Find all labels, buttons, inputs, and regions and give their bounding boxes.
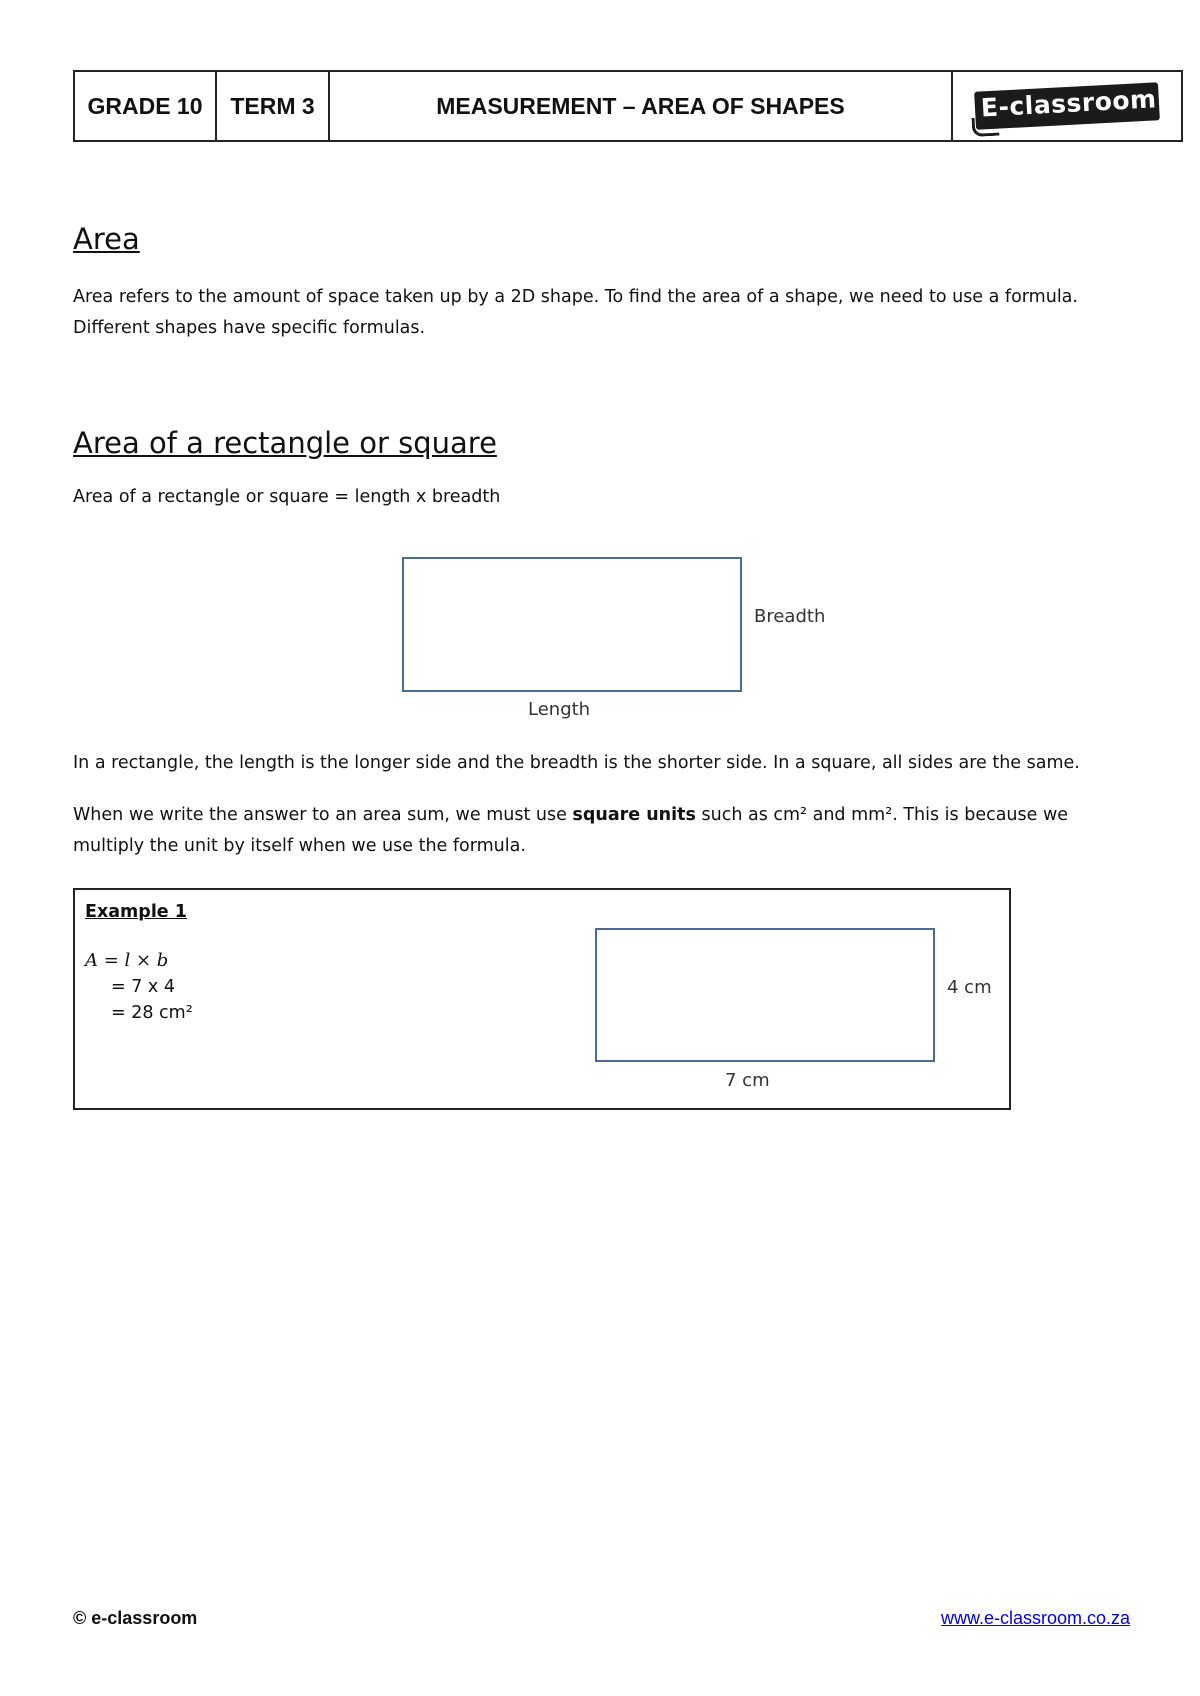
document-title: MEASUREMENT – AREA OF SHAPES: [330, 72, 953, 140]
area-paragraph-line-1: Area refers to the amount of space taken up by a 2D shape. To find the area of a shape, we need to use a formula.: [73, 287, 1078, 307]
example-label-side: 4 cm: [947, 977, 992, 998]
example-step-2: = 28 cm²: [111, 1003, 193, 1023]
example-label-bottom: 7 cm: [725, 1070, 770, 1091]
logo-text: E-classroom: [980, 84, 1158, 123]
footer-copyright: © e-classroom: [73, 1608, 198, 1628]
rectangle-diagram: [402, 557, 742, 692]
grade-cell: GRADE 10: [75, 72, 217, 140]
area-paragraph: [73, 282, 1173, 344]
example-title: Example 1: [85, 902, 187, 922]
rectangle-formula: Area of a rectangle or square = length x breadth: [73, 487, 501, 507]
term-cell: TERM 3: [217, 72, 330, 140]
heading-area: Area: [73, 222, 140, 256]
rectangle-paragraph-2: [73, 800, 1173, 862]
rectangle-paragraph-1: In a rectangle, the length is the longer side and the breadth is the shorter side. In a square, all sides are the same.: [73, 753, 1080, 773]
example-step-1: = 7 x 4: [111, 977, 175, 997]
area-paragraph-line-2: Different shapes have specific formulas.: [73, 318, 426, 338]
example-box: [73, 888, 1011, 1110]
label-length: Length: [528, 699, 591, 720]
example-rectangle: [595, 928, 935, 1062]
rectangle-paragraph-2-line-1: When we write the answer to an area sum, we must use square units such as cm² and mm². This is because we: [73, 805, 1069, 825]
rectangle-paragraph-2-line-2: multiply the unit by itself when we use the formula.: [73, 836, 526, 856]
heading-rectangle: Area of a rectangle or square: [73, 426, 497, 460]
label-breadth: Breadth: [754, 606, 826, 627]
header-table: [73, 70, 1183, 142]
footer-website-link[interactable]: www.e-classroom.co.za: [941, 1608, 1131, 1628]
example-formula: A = l × b: [85, 950, 169, 971]
logo-cell: [953, 72, 1181, 140]
square-units-emphasis: square units: [572, 805, 696, 825]
e-classroom-logo: [968, 78, 1166, 134]
